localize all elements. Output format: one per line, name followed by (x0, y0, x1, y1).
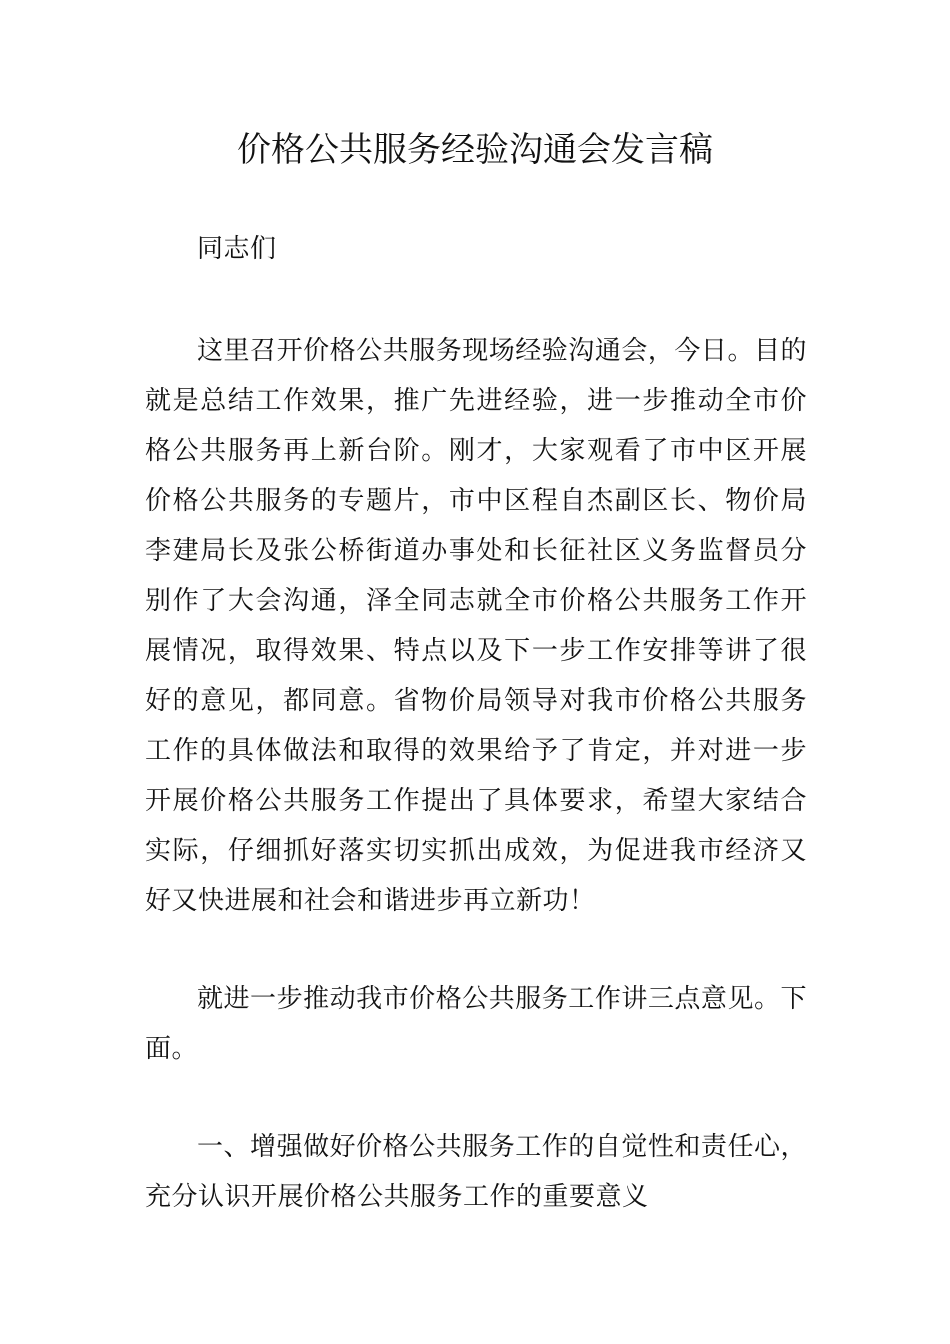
greeting-paragraph: 同志们 (197, 234, 277, 264)
body-paragraph-2: 就进一步推动我市价格公共服务工作讲三点意见。下面。 (145, 984, 807, 1064)
document-title: 价格公共服务经验沟通会发言稿 (237, 130, 713, 170)
section-heading-1: 一、增强做好价格公共服务工作的自觉性和责任心，充分认识开展价格公共服务工作的重要意义 (145, 1132, 807, 1212)
body-paragraph-1: 这里召开价格公共服务现场经验沟通会，今日。目的就是总结工作效果，推广先进经验，进一步推动全市价格公共服务再上新台阶。刚才，大家观看了市中区开展价格公共服务的专题片，市中区程自杰副区长、物价局李建局长及张公桥街道办事处和长征社区义务监督员分别作了大会沟通，泽全同志就全市价格公共服务工作开展情况，取得效果、特点以及下一步工作安排等讲了很好的意见，都同意。省物价局领导对我市价格公共服务工作的具体做法和取得的效果给予了肯定，并对进一步开展价格公共服务工作提出了具体要求，希望大家结合实际，仔细抓好落实切实抓出成效，为促进我市经济又好又快进展和社会和谐进步再立新功！ (145, 336, 807, 916)
